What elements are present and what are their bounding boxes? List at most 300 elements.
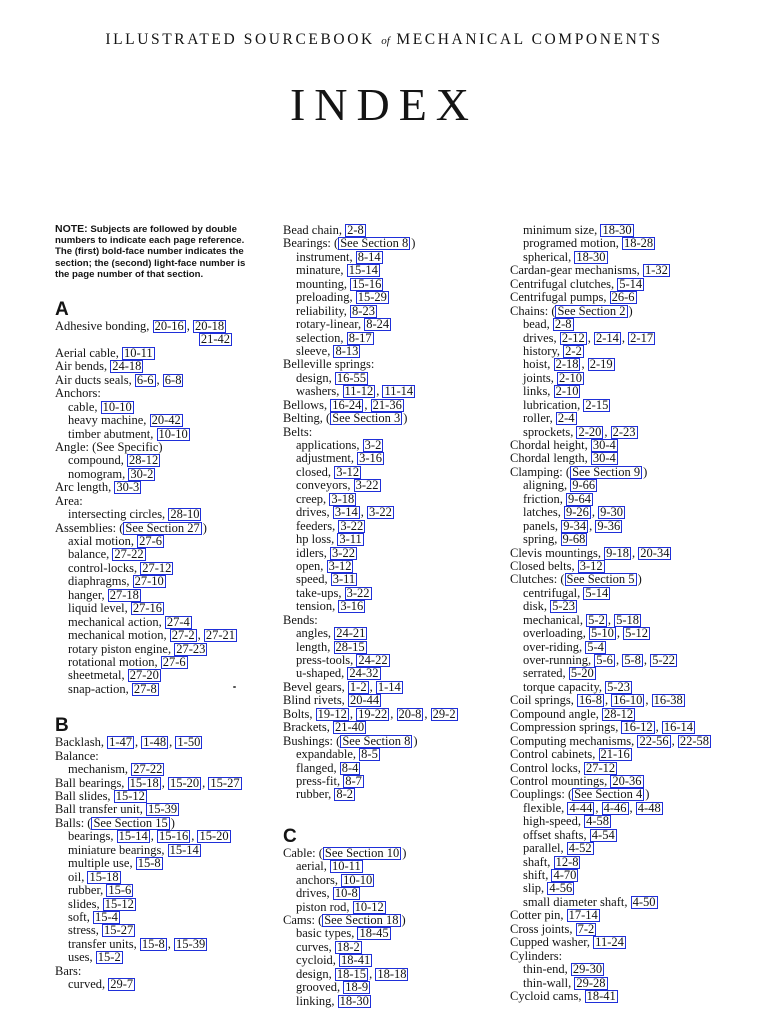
entry-term: Cylinders:: [510, 948, 563, 963]
page-reference-link[interactable]: 2-10: [559, 370, 582, 385]
page-reference-link[interactable]: 27-4: [166, 614, 190, 629]
page-reference-link[interactable]: 10-10: [102, 399, 132, 414]
entry-term: miniature bearings,: [68, 842, 168, 857]
page-reference-link[interactable]: See Section 9: [572, 464, 641, 479]
page-reference-link[interactable]: 8-13: [335, 343, 359, 358]
page-reference-link[interactable]: 5-23: [607, 679, 631, 694]
page-reference-link[interactable]: 8-14: [357, 249, 381, 264]
index-subentry: [55, 414, 270, 427]
page-reference-link[interactable]: 11-12: [344, 384, 374, 399]
page-reference-link[interactable]: 20-16: [154, 319, 184, 334]
separator: ,: [390, 706, 397, 721]
entry-term: hanger,: [68, 587, 108, 602]
entry-suffix: ): [411, 236, 416, 251]
separator: ,: [369, 679, 376, 694]
entry-term: washers,: [296, 384, 343, 399]
entry-term: selection,: [296, 330, 347, 345]
index-subentry: [510, 224, 760, 237]
entry-term: rotational motion,: [68, 654, 161, 669]
page-reference-link[interactable]: 5-20: [570, 666, 594, 681]
index-subentry: [510, 251, 760, 264]
page-reference-link[interactable]: 30-3: [116, 480, 140, 495]
page-reference-link[interactable]: 5-10: [590, 626, 614, 641]
index-entry: [55, 803, 270, 816]
page-reference-link[interactable]: 2-19: [589, 357, 613, 372]
page-reference-link[interactable]: 2-8: [554, 317, 572, 332]
page-reference-link[interactable]: 1-50: [177, 735, 201, 750]
entry-term: idlers,: [296, 545, 331, 560]
index-subentry: [510, 237, 760, 250]
page-reference-link[interactable]: See Section 27: [125, 520, 200, 535]
entry-term: Centrifugal clutches,: [510, 276, 618, 291]
page-reference-link[interactable]: 28-12: [129, 453, 159, 468]
index-subentry: [55, 978, 270, 991]
page-reference-link[interactable]: 27-6: [162, 654, 186, 669]
page-reference-link[interactable]: 10-8: [334, 886, 358, 901]
index-subentry: [283, 533, 513, 546]
entry-term: design,: [296, 966, 335, 981]
page-reference-link[interactable]: 19-22: [358, 706, 388, 721]
page-reference-link[interactable]: 18-18: [377, 966, 407, 981]
entry-term: slip,: [523, 881, 548, 896]
index-subentry: [55, 656, 270, 669]
index-subentry: [510, 372, 760, 385]
page-reference-link[interactable]: 15-14: [118, 829, 148, 844]
page-reference-link[interactable]: 20-34: [640, 545, 670, 560]
page-reference-link[interactable]: 5-2: [588, 612, 605, 627]
index-subentry: [510, 667, 760, 680]
page-reference-link[interactable]: 20-36: [612, 773, 642, 788]
page-reference-link[interactable]: 2-8: [347, 223, 364, 237]
page-reference-link[interactable]: 27-12: [142, 560, 172, 575]
page-reference-link[interactable]: 21-36: [372, 397, 402, 412]
page-reference-link[interactable]: 19-12: [317, 706, 347, 721]
entry-term: panels,: [523, 518, 562, 533]
page-reference-link[interactable]: 10-10: [158, 426, 188, 441]
page-reference-link[interactable]: 1-32: [644, 263, 668, 278]
page-reference-link[interactable]: 15-12: [115, 789, 145, 804]
page-reference-link[interactable]: 5-14: [585, 585, 609, 600]
page-reference-link[interactable]: 5-18: [616, 612, 640, 627]
page-reference-link[interactable]: 18-30: [576, 249, 606, 264]
page-reference-link[interactable]: 22-56: [639, 733, 669, 748]
index-column-3: [510, 224, 760, 1003]
page-reference-link[interactable]: 2-18: [555, 357, 579, 372]
page-reference-link[interactable]: 27-8: [133, 681, 157, 696]
page-reference-link[interactable]: 15-20: [199, 829, 229, 844]
entry-term: centrifugal,: [523, 585, 584, 600]
page-reference-link[interactable]: 18-15: [336, 966, 367, 981]
page-reference-link[interactable]: 2-4: [557, 411, 575, 426]
index-subentry: [283, 788, 513, 801]
page-reference-link[interactable]: See Section 8: [340, 236, 409, 251]
page-reference-link[interactable]: 15-4: [95, 909, 118, 924]
page-reference-link[interactable]: 24-32: [349, 666, 379, 681]
page-reference-link[interactable]: 15-20: [169, 775, 200, 790]
page-reference-link[interactable]: 24-18: [112, 359, 142, 374]
page-reference-link[interactable]: 24-22: [358, 653, 388, 667]
page-reference-link[interactable]: 9-36: [597, 518, 621, 533]
index-subentry: [510, 627, 760, 640]
page-reference-link[interactable]: 27-20: [129, 668, 159, 683]
index-entry: [55, 495, 270, 508]
page-reference-link[interactable]: 2-12: [561, 330, 585, 345]
page-reference-link[interactable]: 3-18: [331, 491, 355, 506]
ink-smudge: [233, 686, 236, 688]
entry-suffix: ): [645, 787, 650, 802]
index-subentry: [55, 884, 270, 897]
page-reference-link[interactable]: 16-14: [663, 720, 694, 735]
separator: ,: [424, 706, 431, 721]
page-reference-link[interactable]: 5-14: [619, 276, 643, 291]
page-reference-link[interactable]: 3-14: [334, 505, 358, 520]
index-entry: [510, 775, 760, 788]
entry-suffix: ): [402, 845, 407, 860]
page-reference-link[interactable]: 6-8: [164, 372, 182, 387]
page-reference-link[interactable]: 27-12: [585, 760, 616, 775]
entry-term: over-running,: [523, 653, 595, 667]
page-reference-link[interactable]: 3-2: [364, 438, 382, 452]
page-reference-link[interactable]: 27-2: [171, 628, 195, 643]
page-reference-link[interactable]: See Section 5: [566, 572, 635, 587]
page-reference-link[interactable]: 27-16: [132, 601, 163, 616]
page-reference-link[interactable]: 2-10: [555, 384, 579, 399]
spacer: [55, 696, 270, 716]
page-reference-link[interactable]: 15-29: [357, 290, 387, 305]
page-reference-link[interactable]: 20-44: [349, 693, 380, 708]
page-reference-link[interactable]: 21-40: [334, 720, 365, 735]
page-reference-link[interactable]: 16-24: [332, 397, 362, 412]
header-of: of: [381, 35, 390, 47]
page-reference-link[interactable]: 3-22: [346, 585, 370, 600]
page-reference-link[interactable]: 18-2: [336, 939, 360, 954]
entry-term: Clevis mountings,: [510, 545, 605, 560]
page-reference-link[interactable]: 18-41: [341, 953, 371, 968]
index-subentry: [55, 830, 270, 843]
entry-term: Computing mechanisms,: [510, 733, 638, 748]
entry-term: Brackets,: [283, 720, 333, 735]
index-subentry: [283, 775, 513, 788]
page-reference-link[interactable]: 3-22: [355, 478, 379, 493]
page-reference-link[interactable]: 12-8: [555, 854, 579, 869]
page-reference-link[interactable]: 20-42: [151, 413, 181, 428]
page-reference-link[interactable]: 9-26: [565, 505, 589, 520]
page-reference-link[interactable]: 27-23: [176, 641, 206, 656]
page-reference-link[interactable]: 29-30: [572, 962, 603, 977]
page-reference-link[interactable]: 15-8: [137, 856, 161, 871]
index-entry: [510, 788, 760, 801]
page-reference-link[interactable]: 2-14: [595, 330, 619, 345]
index-subentry: [510, 345, 760, 358]
page-reference-link[interactable]: 16-12: [623, 720, 653, 735]
entry-term: compound,: [68, 453, 128, 468]
page-reference-link[interactable]: 18-45: [359, 926, 389, 941]
entry-term: Aerial cable,: [55, 345, 122, 360]
page-reference-link[interactable]: 18-9: [345, 980, 369, 995]
separator: ,: [186, 319, 193, 334]
separator: ,: [589, 518, 596, 533]
index-subentry: [510, 332, 760, 345]
page-reference-link[interactable]: 16-55: [336, 370, 367, 385]
index-entry: [510, 708, 760, 721]
page-reference-link[interactable]: 18-28: [623, 236, 654, 251]
page-reference-link[interactable]: 9-66: [572, 478, 596, 493]
page-reference-link[interactable]: 2-15: [585, 397, 609, 412]
page-reference-link[interactable]: 1-2: [349, 679, 367, 694]
page-reference-link[interactable]: See Section 4: [574, 787, 643, 802]
index-subentry: [510, 385, 760, 398]
page-reference-link[interactable]: 15-27: [104, 923, 134, 938]
page-reference-link[interactable]: 10-12: [354, 899, 384, 914]
entry-term: flexible,: [523, 800, 568, 815]
page-reference-link[interactable]: 9-68: [562, 532, 586, 547]
entry-term: Couplings: (: [510, 787, 573, 802]
index-subentry: [55, 857, 270, 870]
page-reference-link[interactable]: See Section 18: [324, 913, 399, 927]
page-reference-link[interactable]: 4-56: [549, 881, 573, 896]
index-subentry: [510, 815, 760, 828]
page-reference-link[interactable]: 4-48: [637, 800, 661, 815]
page-reference-link[interactable]: 11-24: [595, 935, 624, 950]
page-reference-link[interactable]: See Section 15: [93, 815, 168, 830]
page-reference-link[interactable]: 8-7: [345, 773, 362, 788]
page-reference-link[interactable]: 8-5: [361, 747, 378, 762]
page-reference-link[interactable]: 30-4: [592, 438, 616, 452]
entry-term: conveyors,: [296, 478, 354, 493]
page-reference-link[interactable]: 1-48: [143, 735, 167, 750]
index-entry: [510, 950, 760, 963]
page-reference-link[interactable]: 28-15: [335, 639, 365, 654]
separator: ,: [364, 397, 371, 412]
page-reference-link[interactable]: 3-16: [359, 451, 383, 466]
page-reference-link[interactable]: 1-47: [109, 735, 132, 750]
page-reference-link[interactable]: 27-6: [139, 534, 163, 549]
page-reference-link[interactable]: 15-27: [210, 775, 240, 790]
index-subentry: [283, 762, 513, 775]
index-subentry: [283, 627, 513, 640]
page-reference-link[interactable]: 4-44: [569, 800, 593, 815]
page-reference-link[interactable]: 2-2: [565, 343, 582, 358]
index-entry: [283, 694, 513, 707]
page-reference-link[interactable]: 18-30: [339, 993, 369, 1008]
page-reference-link[interactable]: 4-58: [586, 814, 610, 829]
separator: ,: [607, 612, 615, 627]
page-reference-link[interactable]: 5-6: [596, 653, 613, 667]
entry-term: drives,: [523, 330, 560, 345]
note-text: Subjects are followed by double numbers to indicate each page reference. The (first) bold-face number indicates the section; the (second) light-face number is the page number of that section.: [55, 224, 246, 280]
index-subentry: [55, 643, 270, 656]
page-reference-link[interactable]: 4-54: [591, 827, 615, 842]
index-note: [55, 224, 255, 280]
page-reference-link[interactable]: 15-39: [147, 802, 178, 817]
page-reference-link[interactable]: 15-18: [89, 869, 119, 884]
page-reference-link[interactable]: 9-18: [606, 545, 630, 560]
page-reference-link[interactable]: 7-2: [577, 921, 595, 936]
index-entry: [283, 847, 513, 860]
entry-term: minimum size,: [523, 223, 601, 237]
separator: ,: [604, 424, 611, 439]
page-reference-link[interactable]: 3-22: [340, 518, 364, 533]
page-reference-link[interactable]: 27-10: [134, 574, 164, 589]
page-reference-link[interactable]: 4-52: [568, 841, 592, 856]
page-reference-link[interactable]: 30-2: [130, 466, 154, 481]
page-reference-link[interactable]: 20-18: [194, 319, 225, 334]
page-reference-link[interactable]: 2-20: [578, 424, 602, 439]
page-reference-link[interactable]: 5-4: [587, 639, 604, 654]
entry-term: overloading,: [523, 626, 589, 641]
page-reference-link[interactable]: 3-22: [332, 545, 355, 560]
index-subentry: [283, 860, 513, 873]
page-reference-link[interactable]: 15-39: [176, 936, 206, 951]
page-reference-link[interactable]: 3-12: [328, 558, 352, 573]
page-reference-link[interactable]: 27-18: [109, 587, 139, 602]
page-reference-link[interactable]: 24-21: [336, 626, 366, 641]
page-reference-link[interactable]: 29-28: [576, 975, 606, 990]
page-reference-link[interactable]: 3-12: [336, 464, 360, 479]
page-reference-link[interactable]: 9-34: [563, 518, 587, 533]
entry-term: Chordal length,: [510, 451, 591, 466]
page-reference-link[interactable]: 27-21: [205, 628, 236, 643]
page-reference-link[interactable]: 21-42: [200, 332, 230, 347]
page-reference-link[interactable]: 22-58: [679, 733, 710, 748]
index-entry: [55, 333, 270, 346]
index-column-2: [283, 224, 513, 1008]
page-reference-link[interactable]: 18-30: [602, 223, 632, 237]
entry-suffix: ): [413, 733, 418, 748]
entry-term: instrument,: [296, 249, 356, 264]
index-entry: [510, 278, 760, 291]
page-reference-link[interactable]: 15-16: [159, 829, 189, 844]
page-reference-link[interactable]: 5-22: [652, 653, 676, 667]
entry-term: history,: [523, 343, 564, 358]
page-reference-link[interactable]: 20-8: [398, 706, 422, 721]
page-reference-link[interactable]: 15-6: [108, 883, 132, 898]
page-reference-link[interactable]: 8-4: [341, 760, 359, 775]
page-reference-link[interactable]: 17-14: [568, 908, 598, 923]
separator: ,: [150, 829, 158, 844]
page-reference-link[interactable]: 28-12: [604, 706, 634, 721]
entry-term: mechanical,: [523, 612, 587, 627]
page-reference-link[interactable]: 3-22: [368, 505, 392, 520]
entry-term: Balls: (: [55, 815, 92, 830]
page-reference-link[interactable]: 16-38: [653, 693, 683, 708]
index-subentry: [510, 882, 760, 895]
separator: ,: [197, 628, 204, 643]
page-reference-link[interactable]: 9-64: [568, 491, 591, 506]
index-subentry: [510, 614, 760, 627]
page-reference-link[interactable]: 11-14: [384, 384, 414, 399]
entry-term: small diameter shaft,: [523, 894, 631, 909]
entry-term: Adhesive bonding,: [55, 319, 153, 334]
page-reference-link[interactable]: 5-23: [552, 599, 576, 614]
page-reference-link[interactable]: 10-10: [343, 872, 373, 887]
page-reference-link[interactable]: 15-14: [348, 263, 378, 278]
index-subentry: [55, 401, 270, 414]
entry-term: Chordal height,: [510, 438, 591, 452]
index-subentry: [55, 911, 270, 924]
page-reference-link[interactable]: 27-22: [114, 547, 144, 562]
page-reference-link[interactable]: 2-17: [630, 330, 654, 345]
page-reference-link[interactable]: 15-14: [169, 842, 199, 857]
page-reference-link[interactable]: 8-17: [348, 330, 372, 345]
page-reference-link[interactable]: 15-2: [97, 950, 121, 965]
page-reference-link[interactable]: 3-12: [579, 558, 603, 573]
entry-term: hoist,: [523, 357, 554, 372]
page-reference-link[interactable]: 9-30: [600, 505, 624, 520]
page-reference-link[interactable]: See Section 10: [324, 845, 400, 860]
page-reference-link[interactable]: 16-10: [613, 693, 643, 708]
index-subentry: [510, 600, 760, 613]
entry-term: slides,: [68, 896, 103, 911]
index-subentry: [283, 600, 513, 613]
page-reference-link[interactable]: 8-24: [366, 317, 390, 332]
entry-term: parallel,: [523, 841, 567, 856]
page-reference-link[interactable]: 3-11: [332, 572, 356, 587]
page-reference-link[interactable]: 8-23: [352, 303, 375, 318]
running-header: [0, 31, 768, 49]
index-subentry: [283, 748, 513, 761]
entry-term: disk,: [523, 599, 551, 614]
entry-term: linking,: [296, 993, 338, 1008]
page-reference-link[interactable]: 4-70: [553, 868, 577, 882]
index-subentry: [283, 332, 513, 345]
entry-term: rubber,: [68, 883, 107, 898]
page-reference-link[interactable]: 27-22: [133, 762, 163, 777]
page-reference-link[interactable]: 29-7: [110, 977, 134, 992]
page-reference-link[interactable]: 6-6: [136, 372, 154, 387]
index-subentry: [510, 842, 760, 855]
page-reference-link[interactable]: See Section 8: [342, 733, 411, 748]
page-reference-link[interactable]: 15-18: [129, 775, 159, 790]
index-subentry: [283, 385, 513, 398]
page-reference-link[interactable]: 3-11: [339, 532, 362, 547]
entry-term: Air ducts seals,: [55, 372, 135, 387]
page-reference-link[interactable]: 10-11: [123, 345, 153, 360]
entry-term: piston rod,: [296, 899, 353, 914]
page-reference-link[interactable]: See Section 2: [557, 303, 626, 318]
page-reference-link[interactable]: 28-10: [170, 507, 200, 522]
page-reference-link[interactable]: 30-4: [592, 451, 616, 466]
page-reference-link[interactable]: 26-6: [611, 290, 635, 305]
page-reference-link[interactable]: 15-8: [141, 936, 165, 951]
page-reference-link[interactable]: 2-23: [612, 424, 636, 439]
page-reference-link[interactable]: 15-16: [352, 276, 382, 291]
page-reference-link[interactable]: 15-12: [104, 896, 134, 911]
section-letter: A: [55, 299, 69, 321]
page-reference-link[interactable]: 8-2: [336, 787, 354, 802]
page-reference-link[interactable]: 16-8: [579, 693, 602, 708]
page-reference-link[interactable]: 5-12: [625, 626, 649, 641]
entry-term: aligning,: [523, 478, 571, 493]
page-reference-link[interactable]: See Section 3: [332, 411, 401, 426]
entry-term: rotary-linear,: [296, 317, 365, 332]
page-reference-link[interactable]: 3-16: [340, 599, 364, 614]
index-entry: [55, 387, 270, 400]
entry-term: mounting,: [296, 276, 351, 291]
page-reference-link[interactable]: 10-11: [332, 859, 361, 874]
index-subentry: [283, 493, 513, 506]
page-reference-link[interactable]: 21-16: [600, 747, 630, 762]
page-reference-link[interactable]: 5-8: [624, 653, 641, 667]
page-reference-link[interactable]: 4-50: [632, 894, 656, 909]
entry-term: spherical,: [523, 249, 575, 264]
page-reference-link[interactable]: 1-14: [377, 679, 401, 694]
page-reference-link[interactable]: 4-46: [603, 800, 627, 815]
page-reference-link[interactable]: 18-41: [586, 988, 616, 1003]
index-entry: [55, 481, 270, 494]
page-reference-link[interactable]: 29-2: [432, 706, 456, 721]
entry-term: aerial,: [296, 859, 331, 874]
